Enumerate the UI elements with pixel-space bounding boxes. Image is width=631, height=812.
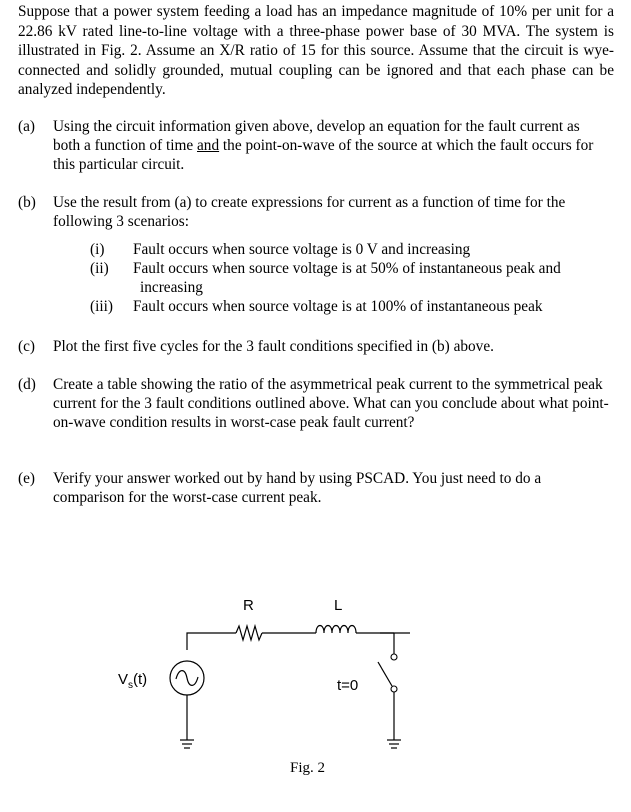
scenario-i-label: (i) — [90, 241, 105, 258]
part-c-text: Plot the first five cycles for the 3 fault conditions specified in (b) above. — [53, 338, 494, 355]
figure-caption: Fig. 2 — [290, 760, 326, 776]
part-b-text: Use the result from (a) to create expressions for current as a function of time for the following 3 scenarios: — [53, 194, 566, 230]
sine-wave-icon — [176, 671, 198, 686]
switch-label: t=0 — [337, 677, 359, 694]
part-a-text: Using the circuit information given above, develop an equation for the fault current as both a function of time and the point-on-wave of the source at which the fault occurs for this particular circuit. — [53, 118, 594, 173]
part-d-label: (d) — [18, 376, 36, 393]
scenario-i-text: Fault occurs when source voltage is 0 V and increasing — [133, 241, 471, 258]
inductor-label: L — [334, 597, 343, 614]
scenario-ii-label: (ii) — [90, 260, 109, 277]
switch-contact-top — [391, 654, 397, 660]
switch-contact-bottom — [391, 686, 397, 692]
ground-icon-left — [180, 740, 194, 748]
source-label: $V_s(t)$ — [118, 671, 148, 691]
scenario-iii-label: (iii) — [90, 298, 113, 315]
scenario-ii-text: Fault occurs when source voltage is at 50% of instantaneous peak and — [133, 260, 561, 277]
part-a-label: (a) — [18, 118, 35, 135]
resistor-symbol — [236, 626, 262, 640]
scenario-iii-text: Fault occurs when source voltage is at 100% of instantaneous peak — [133, 298, 543, 315]
part-d-text: Create a table showing the ratio of the asymmetrical peak current to the symmetrical peak current for the 3 fault conditions outlined above. What can you conclude about what point-on-wave condition results in worst-case peak fault current? — [53, 376, 609, 431]
part-e-label: (e) — [18, 470, 35, 487]
inductor-symbol — [316, 626, 356, 634]
scenario-ii-text-2: increasing — [140, 279, 203, 296]
wire-top-left — [187, 633, 236, 650]
part-b-label: (b) — [18, 194, 36, 211]
problem-statement: Suppose that a power system feeding a load has an impedance magnitude of 10% per unit for a 22.86 kV rated line-to-line voltage with a three-phase power base of 30 MVA. The system is illustrated in Fig. 2. Assume an X/R ratio of 15 for this source. Assume that the circuit is wye-connected and solidly grounded, mutual coupling can be ignored and that each phase can be analyzed independently. — [18, 3, 614, 99]
part-c-label: (c) — [18, 338, 35, 355]
ground-icon-right — [387, 740, 401, 748]
resistor-label: R — [243, 597, 254, 614]
switch-blade — [378, 662, 392, 686]
part-e-text: Verify your answer worked out by hand by using PSCAD. You just need to do a comparison for the worst-case current peak. — [53, 470, 542, 506]
